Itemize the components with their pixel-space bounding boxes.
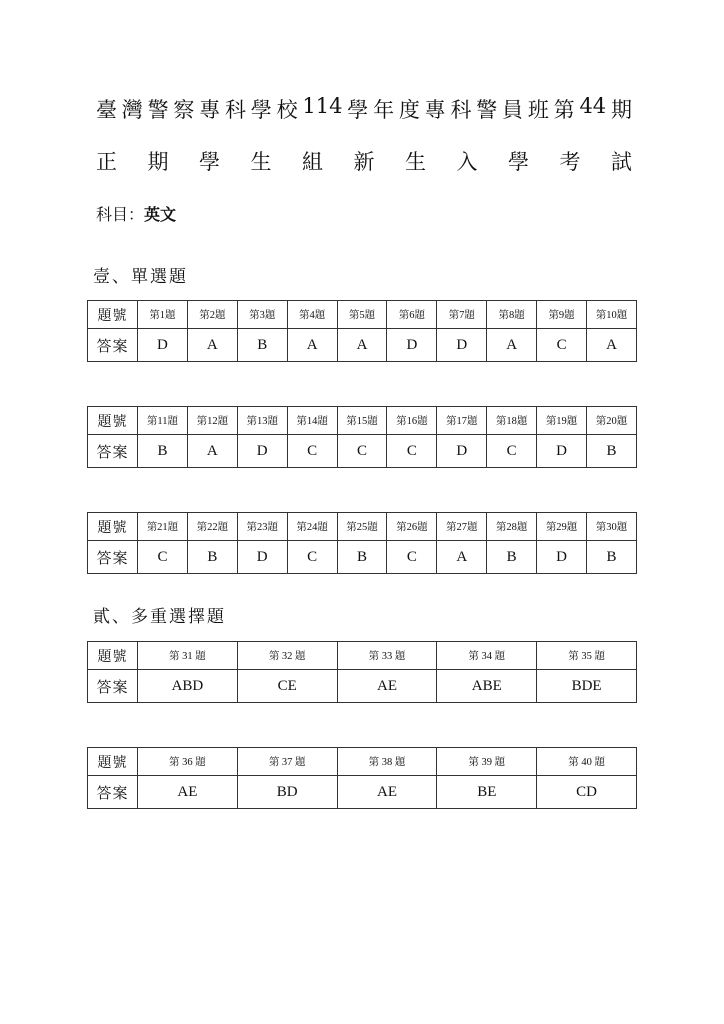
question-number-cell: 第 33 題 <box>337 642 437 670</box>
answer-table-multiple-choice-2 <box>87 747 637 809</box>
title-char: 臺 <box>96 98 117 122</box>
answer-cell: CD <box>537 776 637 809</box>
answer-cell: C <box>287 435 337 468</box>
question-number-row <box>88 407 637 435</box>
question-number-cell: 第4題 <box>287 301 337 329</box>
title-char: 度 <box>398 98 420 122</box>
exam-title-line-2 <box>96 146 632 176</box>
answer-cell: C <box>537 329 587 362</box>
answer-cell: BE <box>437 776 537 809</box>
answer-cell: AE <box>138 776 238 809</box>
title-char: 新 <box>353 150 375 174</box>
row-label-question: 題號 <box>88 407 138 435</box>
question-number-cell: 第1題 <box>138 301 188 329</box>
title-char: 期 <box>147 150 169 174</box>
answer-cell: C <box>487 435 537 468</box>
question-number-row <box>88 748 637 776</box>
answer-cell: C <box>138 541 188 574</box>
row-label-answer: 答案 <box>88 541 138 574</box>
title-char: 試 <box>611 150 632 174</box>
question-number-cell: 第 36 題 <box>138 748 238 776</box>
question-number-cell: 第12題 <box>187 407 237 435</box>
row-label-answer: 答案 <box>88 670 138 703</box>
title-char: 生 <box>405 150 426 174</box>
answer-cell: AE <box>337 670 437 703</box>
answer-row <box>88 776 637 809</box>
title-char: 科 <box>450 98 472 122</box>
title-char: 期 <box>610 98 632 122</box>
row-label-question: 題號 <box>88 513 138 541</box>
question-number-cell: 第 39 題 <box>437 748 537 776</box>
answer-cell: B <box>337 541 387 574</box>
question-number-cell: 第23題 <box>237 513 287 541</box>
title-char: 入 <box>456 150 478 174</box>
title-char: 警 <box>147 98 169 122</box>
title-char: 員 <box>502 98 524 122</box>
question-number-row <box>88 301 637 329</box>
answer-table-multiple-choice-1 <box>87 641 637 703</box>
answer-cell: D <box>437 329 487 362</box>
answer-row <box>88 435 637 468</box>
answer-cell: B <box>237 329 287 362</box>
question-number-cell: 第17題 <box>437 407 487 435</box>
title-char: 灣 <box>121 98 143 122</box>
question-number-cell: 第19題 <box>537 407 587 435</box>
question-number-cell: 第 37 題 <box>237 748 337 776</box>
question-number-cell: 第25題 <box>337 513 387 541</box>
section-heading-multiple-choice: 貳、多重選擇題 <box>93 607 226 627</box>
title-char: 學 <box>199 150 220 174</box>
answer-cell: C <box>387 541 437 574</box>
answer-cell: D <box>537 435 587 468</box>
title-char: 警 <box>476 98 498 122</box>
answer-cell: C <box>387 435 437 468</box>
question-number-cell: 第28題 <box>487 513 537 541</box>
question-number-cell: 第2題 <box>187 301 237 329</box>
answer-cell: B <box>187 541 237 574</box>
title-char: 組 <box>302 150 323 174</box>
answer-cell: B <box>487 541 537 574</box>
question-number-cell: 第30題 <box>587 513 637 541</box>
question-number-cell: 第 38 題 <box>337 748 437 776</box>
question-number-cell: 第7題 <box>437 301 487 329</box>
answer-cell: D <box>237 435 287 468</box>
answer-cell: A <box>437 541 487 574</box>
row-label-question: 題號 <box>88 642 138 670</box>
subject-line <box>96 202 176 225</box>
answer-table-single-choice-2 <box>87 406 637 468</box>
title-char: 察 <box>173 98 195 122</box>
question-number-cell: 第 31 題 <box>138 642 238 670</box>
question-number-cell: 第27題 <box>437 513 487 541</box>
question-number-cell: 第8題 <box>487 301 537 329</box>
question-number-cell: 第20題 <box>587 407 637 435</box>
question-number-cell: 第10題 <box>587 301 637 329</box>
answer-cell: ABE <box>437 670 537 703</box>
answer-row <box>88 670 637 703</box>
question-number-cell: 第16題 <box>387 407 437 435</box>
section-heading-single-choice: 壹、單選題 <box>93 267 188 287</box>
title-char: 114 <box>302 94 343 118</box>
answer-cell: A <box>587 329 637 362</box>
question-number-cell: 第 34 題 <box>437 642 537 670</box>
title-char: 學 <box>347 98 369 122</box>
answer-cell: C <box>337 435 387 468</box>
title-char: 專 <box>424 98 446 122</box>
subject-label: 科目： <box>96 205 145 224</box>
question-number-cell: 第 32 題 <box>237 642 337 670</box>
answer-cell: D <box>237 541 287 574</box>
title-char: 學 <box>508 150 529 174</box>
title-char: 生 <box>250 150 272 174</box>
answer-cell: B <box>138 435 188 468</box>
answer-cell: A <box>487 329 537 362</box>
question-number-cell: 第18題 <box>487 407 537 435</box>
answer-cell: B <box>587 435 637 468</box>
answer-cell: D <box>437 435 487 468</box>
answer-row <box>88 329 637 362</box>
question-number-cell: 第6題 <box>387 301 437 329</box>
title-char: 學 <box>250 98 272 122</box>
row-label-question: 題號 <box>88 748 138 776</box>
question-number-cell: 第15題 <box>337 407 387 435</box>
question-number-cell: 第21題 <box>138 513 188 541</box>
answer-cell: C <box>287 541 337 574</box>
title-char: 科 <box>224 98 246 122</box>
answer-cell: A <box>187 329 237 362</box>
question-number-row <box>88 642 637 670</box>
question-number-cell: 第14題 <box>287 407 337 435</box>
question-number-cell: 第26題 <box>387 513 437 541</box>
answer-cell: B <box>587 541 637 574</box>
answer-cell: CE <box>237 670 337 703</box>
row-label-answer: 答案 <box>88 329 138 362</box>
question-number-cell: 第3題 <box>237 301 287 329</box>
question-number-cell: 第13題 <box>237 407 287 435</box>
title-char: 年 <box>373 98 395 122</box>
question-number-cell: 第 40 題 <box>537 748 637 776</box>
question-number-cell: 第22題 <box>187 513 237 541</box>
answer-cell: D <box>537 541 587 574</box>
row-label-question: 題號 <box>88 301 138 329</box>
title-char: 44 <box>579 94 607 118</box>
title-char: 正 <box>96 150 117 174</box>
title-char: 班 <box>527 98 549 122</box>
answer-cell: AE <box>337 776 437 809</box>
answer-cell: D <box>387 329 437 362</box>
title-char: 考 <box>559 150 581 174</box>
exam-title-line-1 <box>96 94 632 124</box>
question-number-cell: 第29題 <box>537 513 587 541</box>
row-label-answer: 答案 <box>88 435 138 468</box>
question-number-cell: 第24題 <box>287 513 337 541</box>
title-char: 校 <box>276 98 298 122</box>
question-number-cell: 第5題 <box>337 301 387 329</box>
question-number-row <box>88 513 637 541</box>
question-number-cell: 第9題 <box>537 301 587 329</box>
title-char: 專 <box>199 98 221 122</box>
answer-cell: ABD <box>138 670 238 703</box>
answer-cell: A <box>337 329 387 362</box>
answer-cell: BD <box>237 776 337 809</box>
answer-cell: A <box>187 435 237 468</box>
question-number-cell: 第11題 <box>138 407 188 435</box>
answer-cell: A <box>287 329 337 362</box>
row-label-answer: 答案 <box>88 776 138 809</box>
answer-row <box>88 541 637 574</box>
question-number-cell: 第 35 題 <box>537 642 637 670</box>
title-char: 第 <box>553 98 575 122</box>
answer-table-single-choice-1 <box>87 300 637 362</box>
answer-cell: D <box>138 329 188 362</box>
answer-table-single-choice-3 <box>87 512 637 574</box>
subject-value: 英文 <box>144 205 177 224</box>
answer-cell: BDE <box>537 670 637 703</box>
